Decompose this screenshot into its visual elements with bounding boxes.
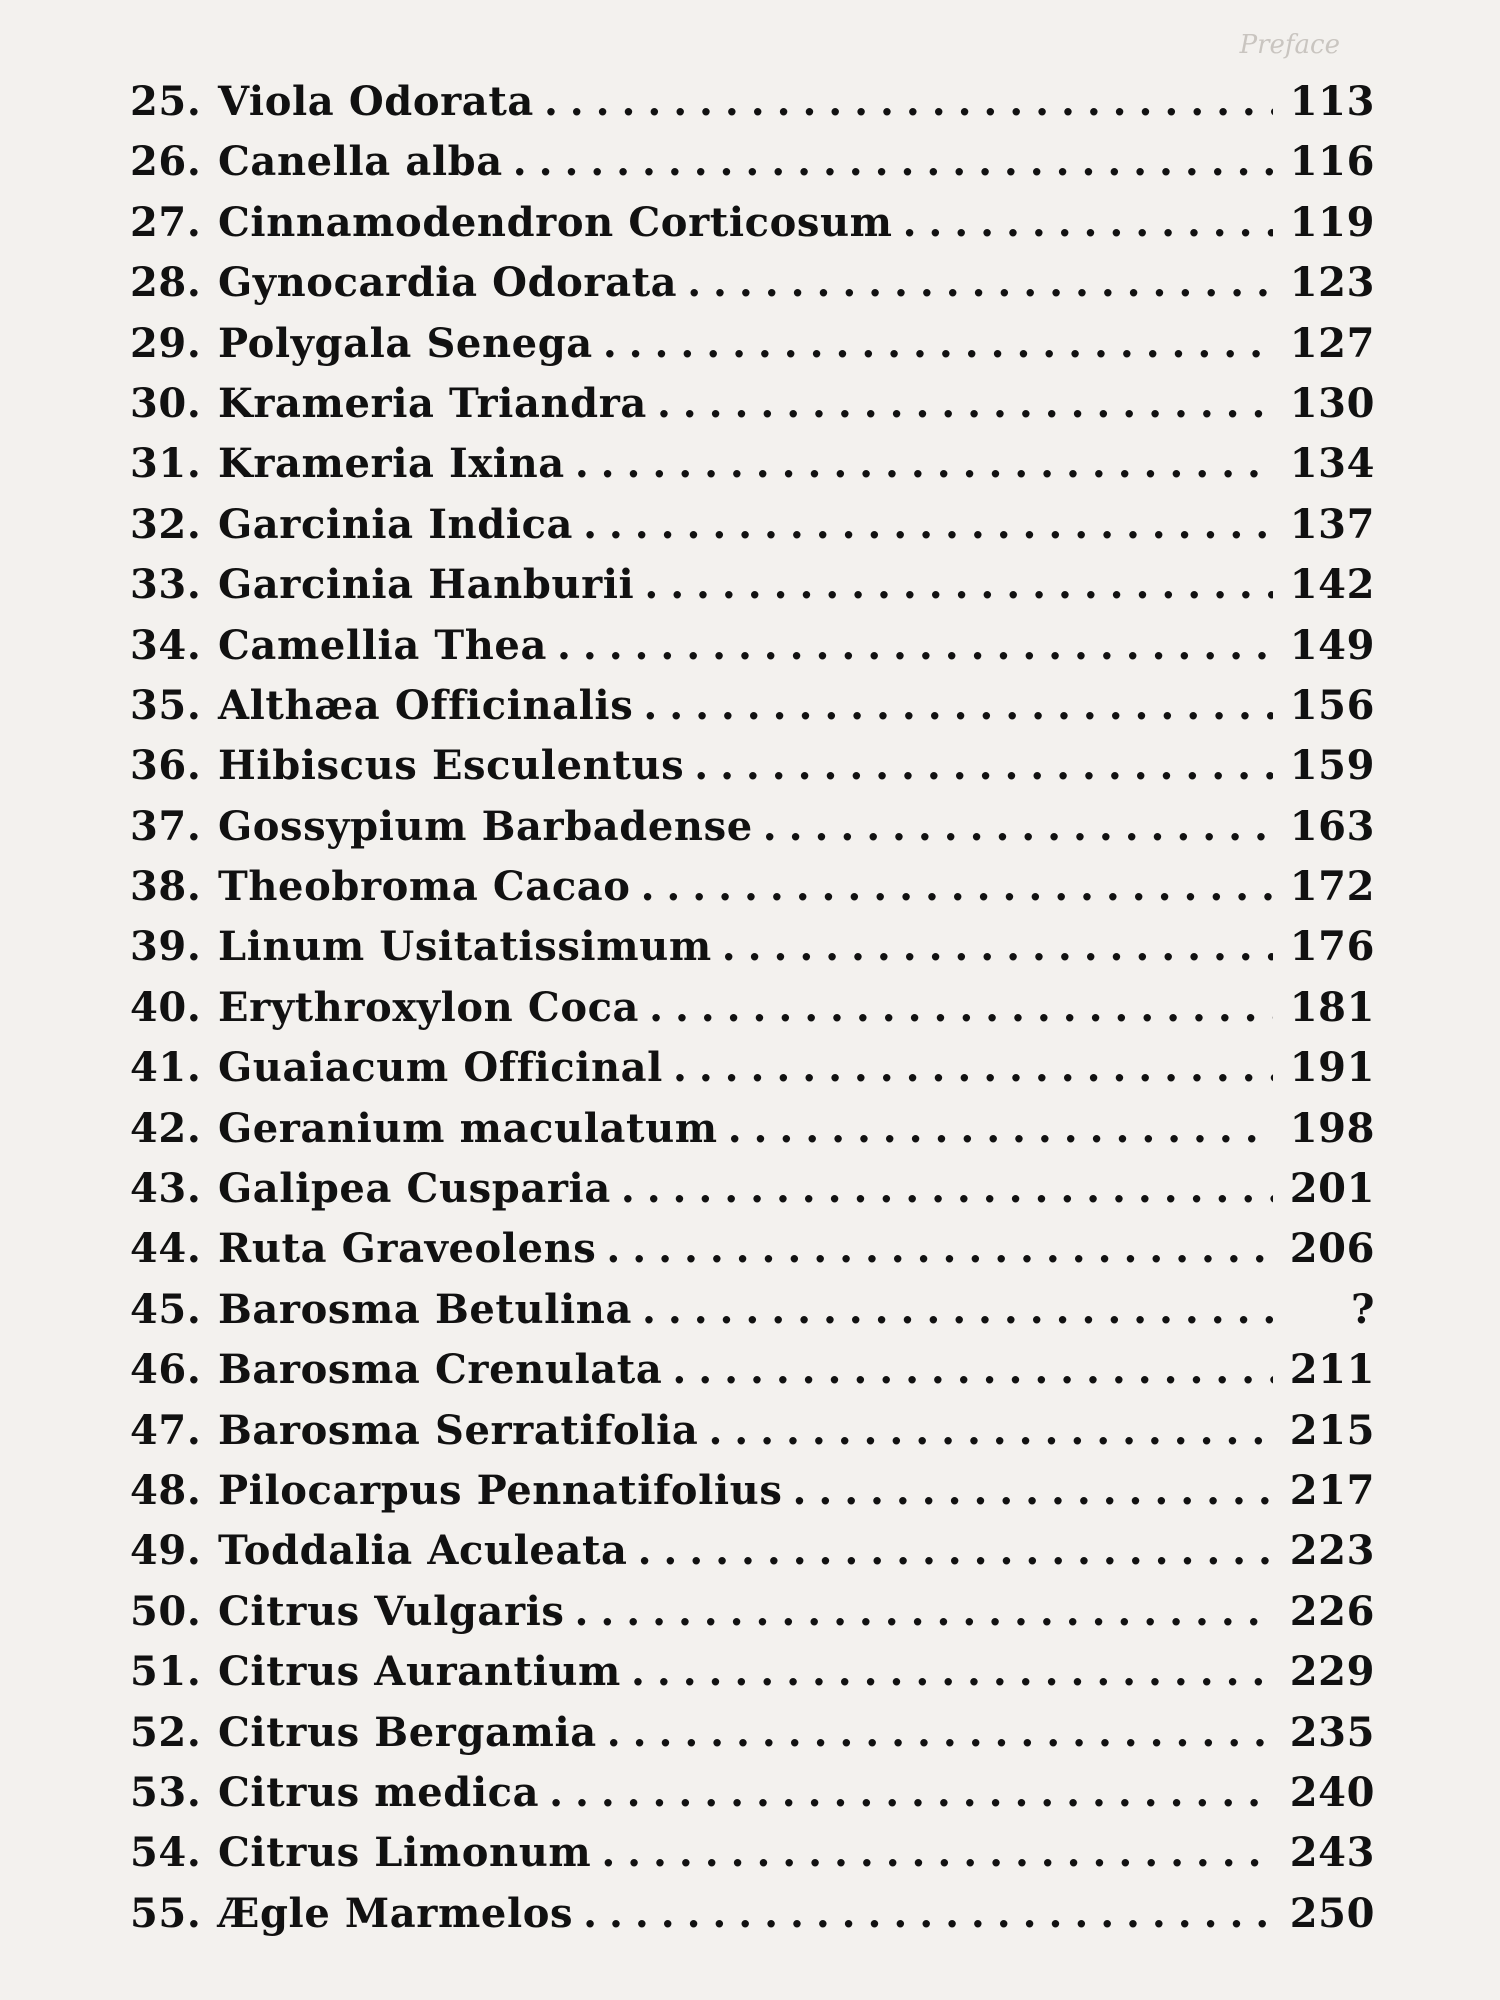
toc-entry-page: 226	[1289, 1587, 1375, 1635]
toc-entry-number: 53.	[130, 1768, 202, 1816]
toc-entry	[130, 1280, 1375, 1340]
toc-entry-title: Barosma Crenulata	[218, 1346, 663, 1394]
toc-dot-leader	[557, 616, 1273, 676]
toc-entry-number: 45.	[130, 1285, 202, 1333]
toc-entry-page: 134	[1289, 440, 1375, 488]
toc-entry-page: 235	[1289, 1708, 1375, 1756]
toc-entry-number: 25.	[130, 78, 202, 125]
toc-entry-title: Guaiacum Officinal	[218, 1044, 663, 1092]
toc-dot-leader	[657, 374, 1273, 434]
toc-entry	[130, 1219, 1375, 1279]
toc-entry-number: 50.	[130, 1587, 202, 1635]
toc-dot-leader	[544, 72, 1273, 132]
toc-entry-page: 198	[1289, 1104, 1375, 1152]
toc-entry-page: 116	[1289, 138, 1375, 186]
toc-entry-number: 32.	[130, 500, 202, 548]
toc-entry-page: 211	[1289, 1346, 1375, 1394]
toc-entry-page: 149	[1289, 621, 1375, 669]
toc-dot-leader	[642, 1280, 1273, 1340]
running-header: Preface	[1239, 30, 1340, 60]
toc-entry	[130, 434, 1375, 494]
toc-entry-number: 52.	[130, 1708, 202, 1756]
toc-dot-leader	[687, 253, 1273, 313]
toc-entry-number: 49.	[130, 1527, 202, 1575]
toc-entry-title: Theobroma Cacao	[218, 863, 631, 911]
toc-entry-title: Citrus Bergamia	[218, 1708, 597, 1756]
toc-entry-title: Ægle Marmelos	[218, 1889, 574, 1937]
toc-entry-title: Hibiscus Esculentus	[218, 742, 685, 790]
toc-entry-title: Krameria Ixina	[218, 440, 565, 488]
toc-entry-title: Pilocarpus Pennatifolius	[218, 1466, 783, 1514]
toc-entry-page: 127	[1289, 319, 1375, 367]
toc-entry	[130, 917, 1375, 977]
toc-entry-title: Citrus Aurantium	[218, 1648, 621, 1696]
toc-entry	[130, 978, 1375, 1038]
toc-entry-page: 142	[1289, 561, 1375, 609]
toc-dot-leader	[903, 193, 1273, 253]
toc-entry-page: 137	[1289, 500, 1375, 548]
toc-entry-number: 31.	[130, 440, 202, 488]
toc-entry	[130, 314, 1375, 374]
toc-dot-leader	[673, 1038, 1273, 1098]
toc-entry-title: Viola Odorata	[218, 78, 534, 125]
toc-entry	[130, 857, 1375, 917]
toc-dot-leader	[603, 314, 1273, 374]
toc-entry	[130, 616, 1375, 676]
toc-dot-leader	[575, 434, 1273, 494]
toc-entry	[130, 1521, 1375, 1581]
toc-entry	[130, 132, 1375, 192]
toc-entry-number: 51.	[130, 1648, 202, 1696]
toc-entry	[130, 374, 1375, 434]
toc-dot-leader	[649, 978, 1273, 1038]
toc-dot-leader	[601, 1823, 1273, 1883]
toc-dot-leader	[792, 1461, 1273, 1521]
toc-entry-title: Garcinia Hanburii	[218, 561, 635, 609]
toc-entry-number: 37.	[130, 802, 202, 850]
toc-entry-number: 55.	[130, 1889, 202, 1937]
toc-entry-page: 250	[1289, 1889, 1375, 1937]
toc-entry-number: 39.	[130, 923, 202, 971]
toc-entry	[130, 1884, 1375, 1944]
toc-entry-page: 217	[1289, 1466, 1375, 1514]
toc-entry	[130, 1642, 1375, 1702]
toc-dot-leader	[575, 1582, 1273, 1642]
toc-dot-leader	[672, 1340, 1273, 1400]
toc-entry-page: 123	[1289, 259, 1375, 307]
toc-entry-number: 38.	[130, 863, 202, 911]
toc-dot-leader	[631, 1642, 1273, 1702]
toc-entry-number: 36.	[130, 742, 202, 790]
toc-entry-page: 229	[1289, 1648, 1375, 1696]
toc-entry	[130, 1159, 1375, 1219]
toc-dot-leader	[549, 1763, 1273, 1823]
toc-entry-page: ?	[1350, 1285, 1375, 1333]
toc-entry-title: Galipea Cusparia	[218, 1165, 611, 1213]
toc-entry	[130, 1401, 1375, 1461]
toc-entry-number: 34.	[130, 621, 202, 669]
toc-dot-leader	[641, 857, 1273, 917]
toc-entry-page: 119	[1289, 198, 1375, 246]
toc-entry	[130, 1099, 1375, 1159]
toc-entry	[130, 1703, 1375, 1763]
toc-entry	[130, 1038, 1375, 1098]
toc-entry-number: 28.	[130, 259, 202, 307]
toc-entry-title: Citrus Vulgaris	[218, 1587, 565, 1635]
toc-dot-leader	[644, 555, 1273, 615]
toc-dot-leader	[722, 917, 1273, 977]
toc-entry-title: Krameria Triandra	[218, 379, 647, 427]
toc-entry-title: Citrus Limonum	[218, 1829, 592, 1877]
toc-entry-page: 159	[1289, 742, 1375, 790]
toc-entry	[130, 1340, 1375, 1400]
toc-entry-page: 206	[1289, 1225, 1375, 1273]
toc-entry-title: Citrus medica	[218, 1768, 540, 1816]
toc-entry-page: 215	[1289, 1406, 1375, 1454]
toc-entry	[130, 193, 1375, 253]
toc-entry-number: 44.	[130, 1225, 202, 1273]
toc-entry-number: 33.	[130, 561, 202, 609]
toc-entry	[130, 797, 1375, 857]
toc-dot-leader	[694, 736, 1273, 796]
toc-entry	[130, 676, 1375, 736]
toc-entry-title: Gynocardia Odorata	[218, 259, 678, 307]
toc-entry-page: 181	[1289, 983, 1375, 1031]
toc-entry-title: Althæa Officinalis	[218, 681, 634, 729]
toc-entry-number: 43.	[130, 1165, 202, 1213]
toc-entry-page: 113	[1289, 78, 1375, 125]
toc-entry-number: 29.	[130, 319, 202, 367]
toc-entry-number: 54.	[130, 1829, 202, 1877]
toc-entry	[130, 1763, 1375, 1823]
toc-entry	[130, 72, 1375, 132]
toc-entry-page: 201	[1289, 1165, 1375, 1213]
toc-dot-leader	[728, 1099, 1273, 1159]
toc-entry-title: Toddalia Aculeata	[218, 1527, 628, 1575]
toc-dot-leader	[513, 132, 1273, 192]
toc-entry	[130, 495, 1375, 555]
toc-entry	[130, 1461, 1375, 1521]
toc-entry	[130, 1582, 1375, 1642]
toc-entry	[130, 1823, 1375, 1883]
toc-entry-page: 130	[1289, 379, 1375, 427]
toc-entry-title: Linum Usitatissimum	[218, 923, 712, 971]
toc-entry-title: Canella alba	[218, 138, 503, 186]
toc-dot-leader	[638, 1521, 1273, 1581]
toc-entry-page: 176	[1289, 923, 1375, 971]
toc-entry	[130, 555, 1375, 615]
toc-entry-page: 172	[1289, 863, 1375, 911]
toc-entry-number: 41.	[130, 1044, 202, 1092]
toc-dot-leader	[606, 1219, 1273, 1279]
toc-entry-title: Garcinia Indica	[218, 500, 574, 548]
toc-entry-title: Geranium maculatum	[218, 1104, 718, 1152]
toc-entry-title: Erythroxylon Coca	[218, 983, 640, 1031]
toc-dot-leader	[621, 1159, 1273, 1219]
toc-entry-page: 191	[1289, 1044, 1375, 1092]
toc-entry-number: 46.	[130, 1346, 202, 1394]
toc-entry-number: 40.	[130, 983, 202, 1031]
toc-entry-title: Ruta Graveolens	[218, 1225, 597, 1273]
toc-entry-page: 163	[1289, 802, 1375, 850]
toc-dot-leader	[583, 1884, 1273, 1944]
toc-dot-leader	[607, 1703, 1273, 1763]
toc-entry-title: Barosma Betulina	[218, 1285, 632, 1333]
toc-entry-title: Barosma Serratifolia	[218, 1406, 699, 1454]
toc-dot-leader	[763, 797, 1273, 857]
toc-entry-page: 223	[1289, 1527, 1375, 1575]
toc-entry-page: 240	[1289, 1768, 1375, 1816]
toc-entry-title: Gossypium Barbadense	[218, 802, 753, 850]
toc-dot-leader	[708, 1401, 1273, 1461]
toc-entry	[130, 736, 1375, 796]
toc-entry-number: 48.	[130, 1466, 202, 1514]
toc-entry-page: 243	[1289, 1829, 1375, 1877]
toc-entry-number: 30.	[130, 379, 202, 427]
table-of-contents	[130, 72, 1375, 1944]
toc-entry-number: 47.	[130, 1406, 202, 1454]
toc-entry-page: 156	[1289, 681, 1375, 729]
toc-dot-leader	[643, 676, 1273, 736]
toc-dot-leader	[583, 495, 1273, 555]
toc-entry-title: Cinnamodendron Corticosum	[218, 198, 893, 246]
toc-entry-title: Camellia Thea	[218, 621, 547, 669]
toc-entry-number: 42.	[130, 1104, 202, 1152]
toc-entry	[130, 253, 1375, 313]
toc-entry-number: 27.	[130, 198, 202, 246]
toc-entry-title: Polygala Senega	[218, 319, 593, 367]
toc-entry-number: 35.	[130, 681, 202, 729]
toc-entry-number: 26.	[130, 138, 202, 186]
